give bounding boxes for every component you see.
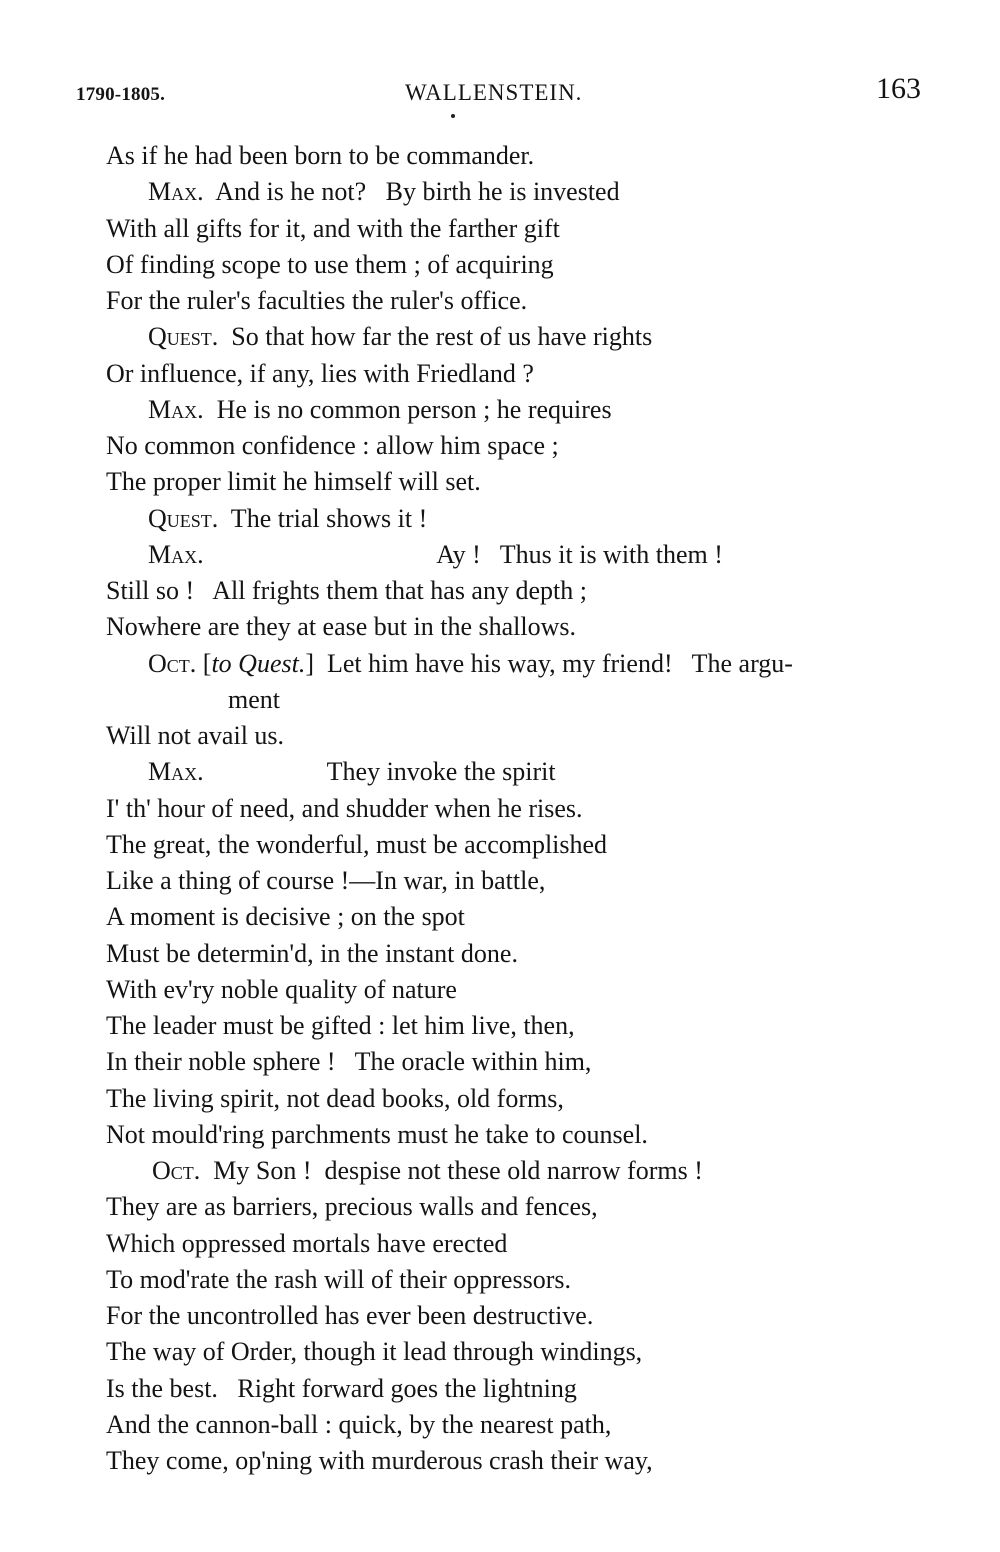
running-header-dates: 1790-1805. (76, 84, 166, 105)
line-text: Will not avail us. (106, 721, 285, 750)
verse-line (0, 573, 1000, 609)
verse-line (0, 356, 1000, 392)
verse-line (0, 754, 1000, 790)
verse-line (0, 1189, 1000, 1225)
line-text: The leader must be gifted : let him live, then, (106, 1011, 575, 1040)
verse-line (0, 1298, 1000, 1334)
line-text: [to Quest.] Let him have his way, my friend! The argu- (196, 648, 793, 678)
speaker-name: Max. (148, 394, 204, 424)
verse-line (0, 1153, 1000, 1189)
verse-line (0, 972, 1000, 1008)
line-text: The proper limit he himself will set. (106, 467, 481, 497)
verse-line (0, 863, 1000, 899)
line-text: ment (228, 684, 280, 714)
line-text: Not mould'ring parchments must he take to counsel. (106, 1119, 648, 1149)
speaker-name: Max. (148, 177, 204, 207)
line-text: To mod'rate the rash will of their oppressors. (106, 1264, 571, 1294)
speaker-name: Quest. (148, 322, 219, 352)
verse-line (0, 791, 1000, 827)
verse-line (0, 319, 1000, 355)
line-text: And is he not? By birth he is invested (203, 177, 620, 207)
verse-line (0, 1081, 1000, 1117)
page-number: 163 (876, 72, 921, 105)
line-text: With all gifts for it, and with the farther gift (106, 213, 560, 243)
line-text: A moment is decisive ; on the spot (106, 902, 465, 932)
line-text: And the cannon-ball : quick, by the nearest path, (106, 1409, 612, 1439)
verse-line (0, 718, 1000, 754)
verse-line (0, 1117, 1000, 1153)
line-text: Or influence, if any, lies with Friedland ? (106, 358, 534, 388)
verse-line (0, 1226, 1000, 1262)
line-text: With ev'ry noble quality of nature (106, 974, 457, 1004)
verse-line (0, 899, 1000, 935)
verse-line (0, 392, 1000, 428)
line-text: Like a thing of course !—In war, in battle, (106, 866, 546, 895)
line-text: Nowhere are they at ease but in the shallows. (106, 612, 577, 642)
verse-line (0, 1371, 1000, 1407)
verse-text (0, 138, 1000, 1479)
line-text: My Son ! despise not these old narrow forms ! (200, 1156, 703, 1185)
verse-line (0, 682, 1000, 718)
verse-line (0, 537, 1000, 573)
line-text: So that how far the rest of us have rights (218, 322, 653, 352)
line-text: Still so ! All frights them that has any depth ; (106, 576, 587, 605)
verse-line (0, 1008, 1000, 1044)
verse-line (0, 1334, 1000, 1370)
line-text: The living spirit, not dead books, old forms, (106, 1083, 564, 1113)
verse-line (0, 936, 1000, 972)
verse-line (0, 174, 1000, 210)
line-text: They invoke the spirit (203, 757, 556, 787)
line-text: Must be determin'd, in the instant done. (106, 938, 518, 968)
line-text: Of finding scope to use them ; of acquiring (106, 249, 554, 279)
line-text: I' th' hour of need, and shudder when he rises. (106, 793, 583, 823)
verse-line (0, 1443, 1000, 1479)
line-text: The great, the wonderful, must be accomplished (106, 829, 608, 859)
speaker-name: Max. (148, 757, 204, 787)
verse-line (0, 247, 1000, 283)
line-text: He is no common person ; he requires (203, 394, 612, 424)
running-header-title: WALLENSTEIN. (405, 80, 583, 105)
line-text: Ay ! Thus it is with them ! (203, 539, 723, 569)
speaker-name: Oct. (148, 648, 197, 678)
speaker-name: Oct. (152, 1156, 201, 1185)
line-text: No common confidence : allow him space ; (106, 431, 559, 460)
verse-line (0, 1407, 1000, 1443)
verse-line (0, 646, 1000, 682)
verse-line (0, 283, 1000, 319)
verse-line (0, 1262, 1000, 1298)
line-text: For the ruler's faculties the ruler's office. (106, 286, 528, 315)
verse-line (0, 428, 1000, 464)
line-text: Is the best. Right forward goes the lightning (106, 1373, 577, 1403)
line-text: The way of Order, though it lead through windings, (106, 1337, 643, 1367)
verse-line (0, 1044, 1000, 1080)
line-text: They come, op'ning with murderous crash their way, (106, 1446, 653, 1475)
verse-line (0, 211, 1000, 247)
line-text: In their noble sphere ! The oracle within him, (106, 1047, 592, 1077)
speaker-name: Max. (148, 539, 204, 569)
verse-line (0, 464, 1000, 500)
verse-line (0, 501, 1000, 537)
verse-line (0, 138, 1000, 174)
verse-line (0, 609, 1000, 645)
line-text: Which oppressed mortals have erected (106, 1228, 508, 1258)
line-text: As if he had been born to be commander. (106, 141, 535, 170)
header-dot (451, 114, 455, 118)
line-text: The trial shows it ! (218, 503, 428, 533)
line-text: They are as barriers, precious walls and fences, (106, 1192, 598, 1222)
speaker-name: Quest. (148, 503, 219, 533)
line-text: For the uncontrolled has ever been destructive. (106, 1301, 594, 1330)
verse-line (0, 827, 1000, 863)
